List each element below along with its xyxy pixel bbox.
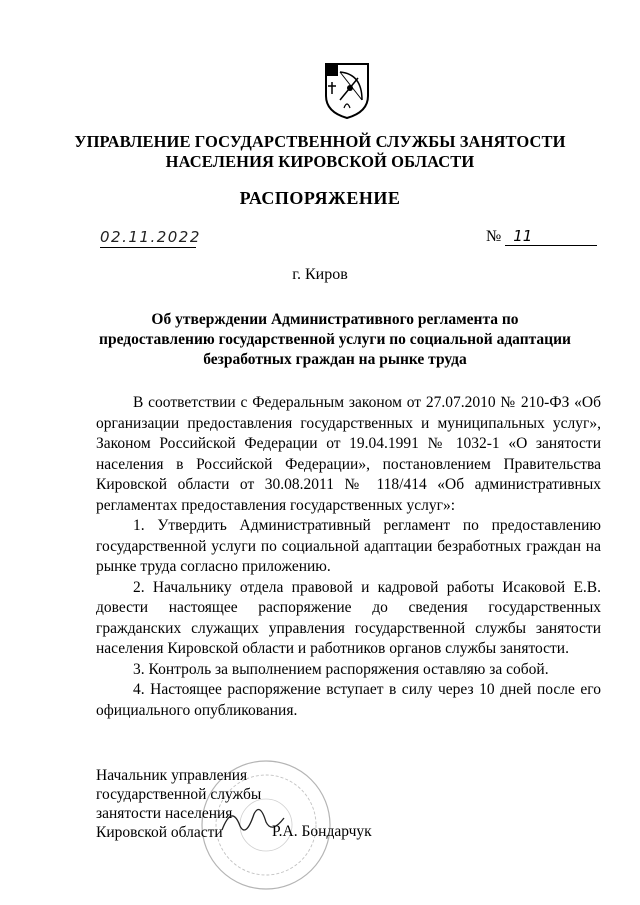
subject-line-3: безработных граждан на рынке труда: [203, 351, 467, 368]
item-3-paragraph: 3. Контроль за выполнением распоряжения оставляю за собой.: [133, 660, 549, 678]
signatory-line-2: государственной службы: [96, 786, 262, 803]
preamble-paragraph: В соответствии с Федеральным законом от 27.07.2010 № 210-ФЗ «Об организации предоставления государственных и муниципальных услуг», Законом Российской Федерации от 19.04.1991 № 1032-1 «О занятости населения в Российской Федерации», постановлением Правительства Кировской области от 30.08.2011 № 118/414 «Об административных регламентах предоставления государственных услуг»:: [96, 394, 601, 514]
org-line-1: УПРАВЛЕНИЕ ГОСУДАРСТВЕННОЙ СЛУЖБЫ ЗАНЯТОСТИ: [74, 132, 566, 151]
coat-of-arms-emblem: [322, 60, 372, 120]
org-line-2: НАСЕЛЕНИЯ КИРОВСКОЙ ОБЛАСТИ: [165, 152, 475, 171]
document-subject: [80, 310, 590, 370]
item-2-paragraph: 2. Начальнику отдела правовой и кадровой работы Исаковой Е.В. довести настоящее распоряжение до сведения государственных гражданских служащих управления государственной службы занятости населения Кировской области и работников органов службы занятости.: [96, 578, 601, 657]
item-1-paragraph: 1. Утвердить Административный регламент по предоставлению государственной услуги по социальной адаптации безработных граждан на рынке труда согласно приложению.: [96, 517, 601, 575]
document-number: [486, 227, 597, 246]
number-label: №: [486, 228, 502, 245]
document-date: 02.11.2022: [100, 228, 201, 246]
signatory-name: Р.А. Бондарчук: [272, 823, 372, 840]
signatory-line-4: Кировской области: [96, 824, 223, 841]
organization-name: [0, 132, 640, 172]
signatory-line-3: занятости населения: [96, 805, 233, 822]
number-value: 11: [505, 227, 597, 246]
city: г. Киров: [292, 266, 348, 283]
subject-line-1: Об утверждении Административного регламента по: [151, 311, 519, 328]
signatory-line-1: Начальник управления: [96, 767, 248, 784]
subject-line-2: предоставлению государственной услуги по социальной адаптации: [99, 331, 571, 348]
document-type: РАСПОРЯЖЕНИЕ: [239, 188, 401, 208]
item-4-paragraph: 4. Настоящее распоряжение вступает в силу через 10 дней после его официального опубликования.: [96, 681, 601, 719]
document-body: [96, 393, 601, 721]
